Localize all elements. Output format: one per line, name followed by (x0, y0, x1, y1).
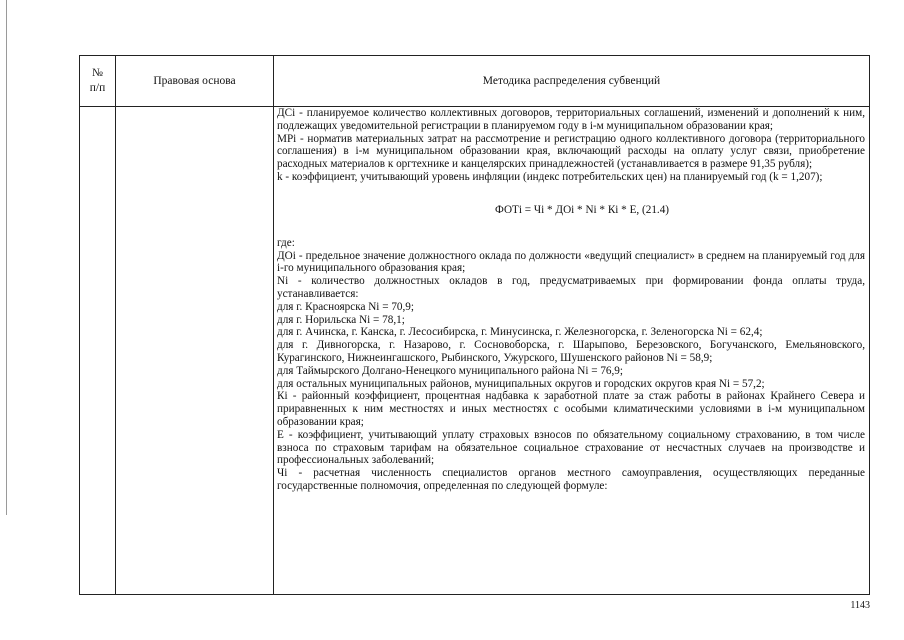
paragraph: Ni - количество должностных окладов в год, предусматриваемых при формировании фонда оплаты труда, устанавливается: (277, 275, 865, 300)
paragraph: ДОi - предельное значение должностного оклада по должности «ведущий специалист» в среднем на планируемый год для i-го муниципального образования края; (277, 249, 865, 275)
paragraph: для Таймырского Долгано-Ненецкого муниципального района Ni = 76,9; (277, 364, 624, 377)
paragraph: Кi - районный коэффициент, процентная надбавка к заработной плате за стаж работы в районах Крайнего Севера и приравненных к ним местностях и иных местностях с особыми климатическими условиями в i-м муниципальном образовании края; (277, 390, 865, 428)
paragraphs-after-formula (277, 237, 865, 493)
paragraph: для остальных муниципальных районов, муниципальных округов и городских округов края Ni = 57,2; (277, 377, 765, 390)
paragraph: ДСi - планируемое количество коллективных договоров, территориальных соглашений, изменений и дополнений к ним, подлежащих уведомительной регистрации в планируемом году в i-м муниципальном образовании края; (277, 107, 865, 132)
paragraph: для г. Красноярска Ni = 70,9; (277, 300, 415, 313)
paragraph: где: (277, 236, 295, 249)
paragraph: для г. Норильска Ni = 78,1; (277, 313, 405, 326)
paragraph: МРi - норматив материальных затрат на рассмотрение и регистрацию одного коллективного договора (территориального соглашения) в i-м муниципальном образовании края, включающий расходы на оплату услуг связи, приобретение расходных материалов к оргтехнике и канцелярских принадлежностей (устанавливается в размере 91,35 рубля); (277, 132, 865, 171)
table-row (80, 107, 870, 595)
paragraph: k - коэффициент, учитывающий уровень инфляции (индекс потребительских цен) на планируемый год (k = 1,207); (277, 170, 823, 183)
paragraph: для г. Ачинска, г. Канска, г. Лесосибирска, г. Минусинска, г. Железногорска, г. Зеленогорска Ni = 62,4; (277, 326, 763, 339)
header-number (80, 56, 116, 107)
table-header-row (80, 56, 870, 107)
header-legal-basis: Правовая основа (116, 56, 274, 107)
cell-number (80, 107, 116, 595)
header-number-line2: п/п (89, 82, 106, 94)
paragraphs-before-formula (277, 107, 865, 184)
header-number-line1: № (92, 67, 103, 79)
page-number: 1143 (850, 600, 870, 611)
header-methodology: Методика распределения субвенций (274, 56, 870, 107)
scan-left-edge-line (6, 0, 7, 515)
cell-methodology (274, 107, 870, 595)
cell-legal-basis (116, 107, 274, 595)
subvention-table (79, 55, 870, 595)
paragraph: Е - коэффициент, учитывающий уплату страховых взносов по обязательному социальному страхованию, в том числе взноса по страховым тарифам на обязательное социальное страхование от несчастных случаев на производстве и профессиональных заболеваний; (277, 428, 865, 467)
formula-21-4: ФОТi = Чi * ДОi * Ni * Кi * E, (21.4) (494, 203, 670, 216)
paragraph: для г. Дивногорска, г. Назарово, г. Сосновоборска, г. Шарыпово, Березовского, Богучанского, Емельяновского, Курагинского, Нижнеингашского, Рыбинского, Ужурского, Шушенского районов Ni = 58,9; (277, 339, 865, 364)
paragraph: Чi - расчетная численность специалистов органов местного самоуправления, осуществляющих переданные государственные полномочия, определенная по следующей формуле: (277, 467, 865, 492)
